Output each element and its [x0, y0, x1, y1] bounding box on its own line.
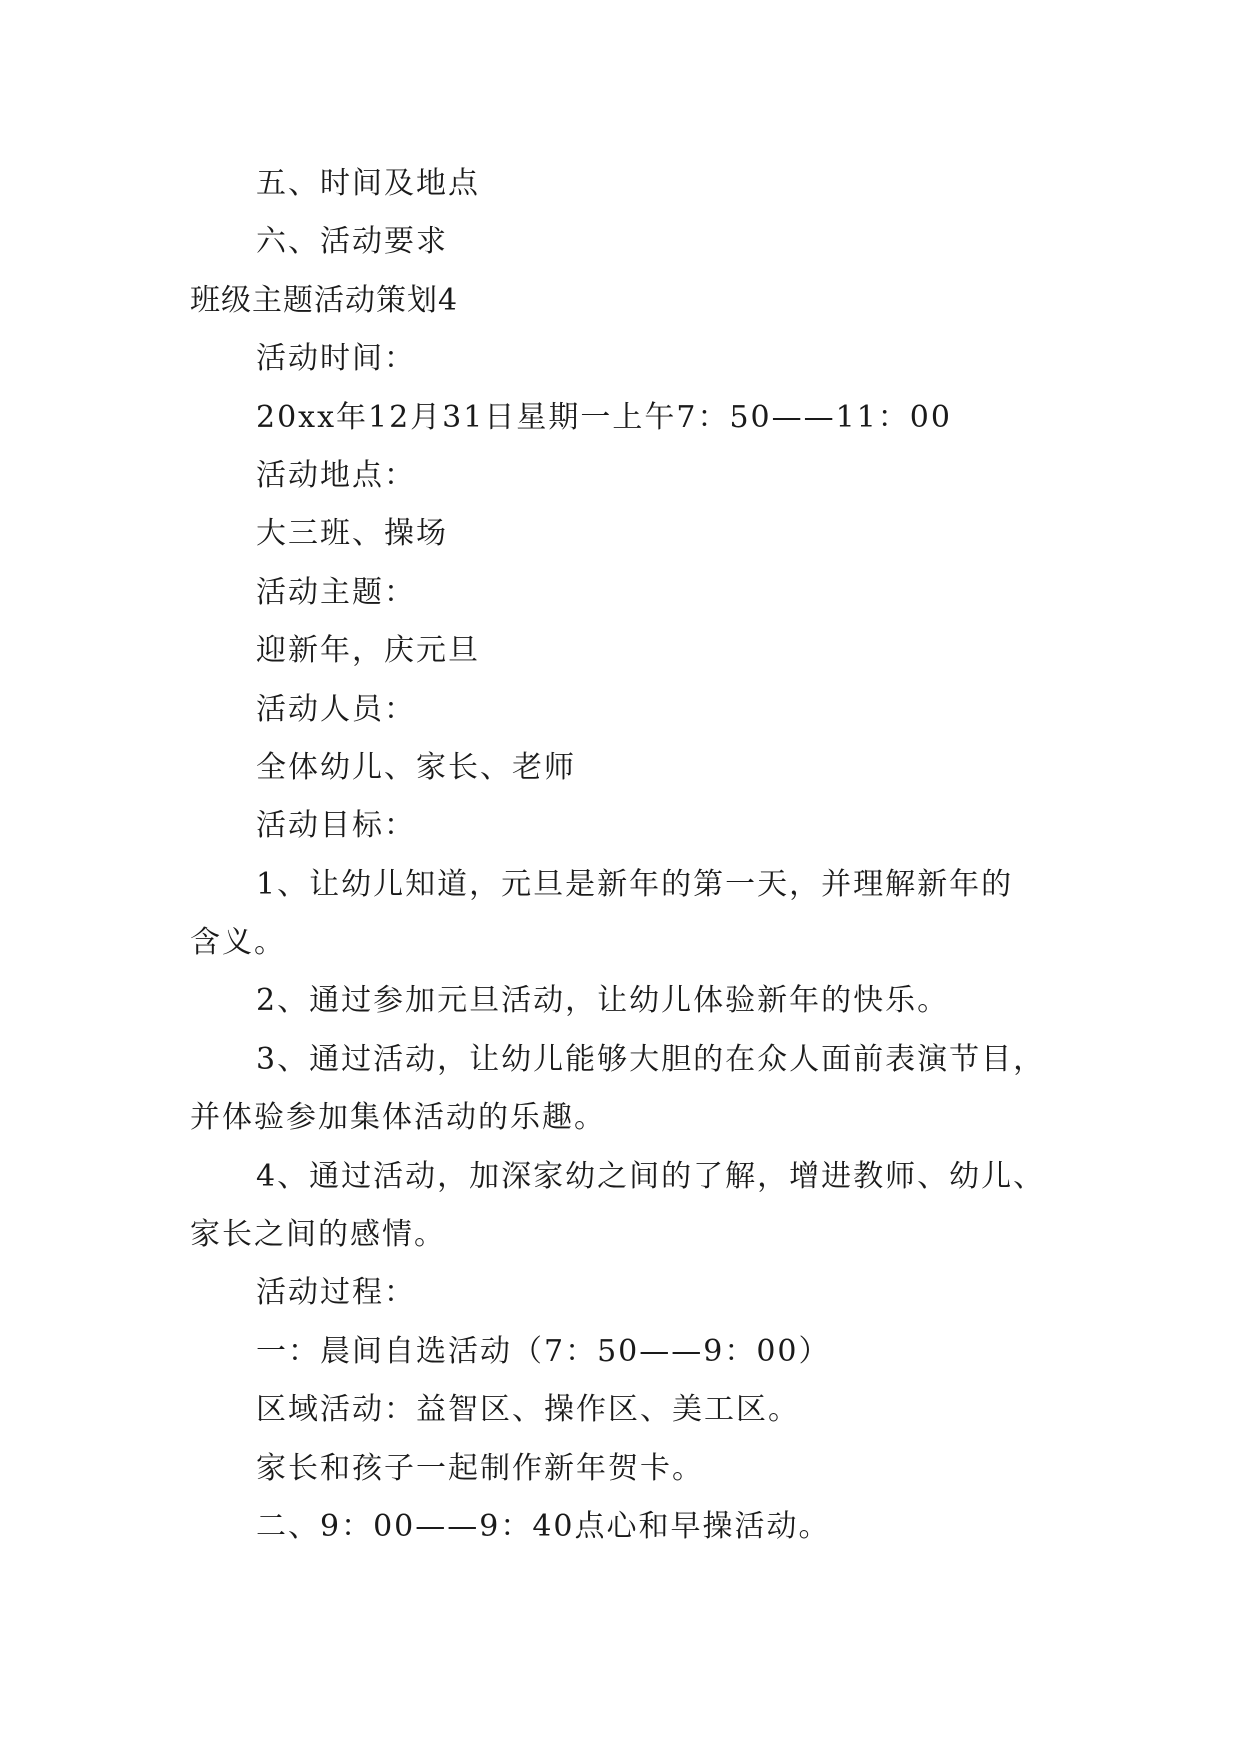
goal-3-line-2: 并体验参加集体活动的乐趣。: [190, 1100, 606, 1136]
goal-2: 2、通过参加元旦活动，让幼儿体验新年的快乐。: [256, 983, 950, 1019]
label-activity-people: 活动人员：: [256, 691, 416, 727]
goal-4-line-1: 4、通过活动，加深家幼之间的了解，增进教师、幼儿、: [256, 1158, 1046, 1194]
value-activity-people: 全体幼儿、家长、老师: [256, 749, 576, 785]
goal-1-line-1: 1、让幼儿知道，元旦是新年的第一天，并理解新年的: [256, 866, 1014, 902]
process-greeting-cards: 家长和孩子一起制作新年贺卡。: [256, 1450, 704, 1486]
label-activity-time: 活动时间：: [256, 341, 416, 377]
label-activity-place: 活动地点：: [256, 457, 416, 493]
document-title: 班级主题活动策划4: [190, 282, 459, 318]
goal-1-line-2: 含义。: [190, 925, 286, 961]
label-activity-goals: 活动目标：: [256, 808, 416, 844]
value-activity-theme: 迎新年，庆元旦: [256, 633, 480, 669]
label-activity-theme: 活动主题：: [256, 574, 416, 610]
process-area-activities: 区域活动：益智区、操作区、美工区。: [256, 1392, 800, 1428]
value-activity-place: 大三班、操场: [256, 516, 448, 552]
process-step-2: 二、9：00——9：40点心和早操活动。: [256, 1508, 831, 1544]
section-heading-requirements: 六、活动要求: [256, 224, 448, 260]
process-step-1: 一：晨间自选活动（7：50——9：00）: [256, 1333, 831, 1369]
goal-4-line-2: 家长之间的感情。: [190, 1217, 446, 1253]
goal-3-line-1: 3、通过活动，让幼儿能够大胆的在众人面前表演节目，: [256, 1041, 1046, 1077]
label-activity-process: 活动过程：: [256, 1275, 416, 1311]
section-heading-time-place: 五、时间及地点: [256, 166, 480, 201]
document-body: [190, 155, 1060, 1556]
value-activity-time: 20xx年12月31日星期一上午7：50——11：00: [256, 399, 952, 435]
